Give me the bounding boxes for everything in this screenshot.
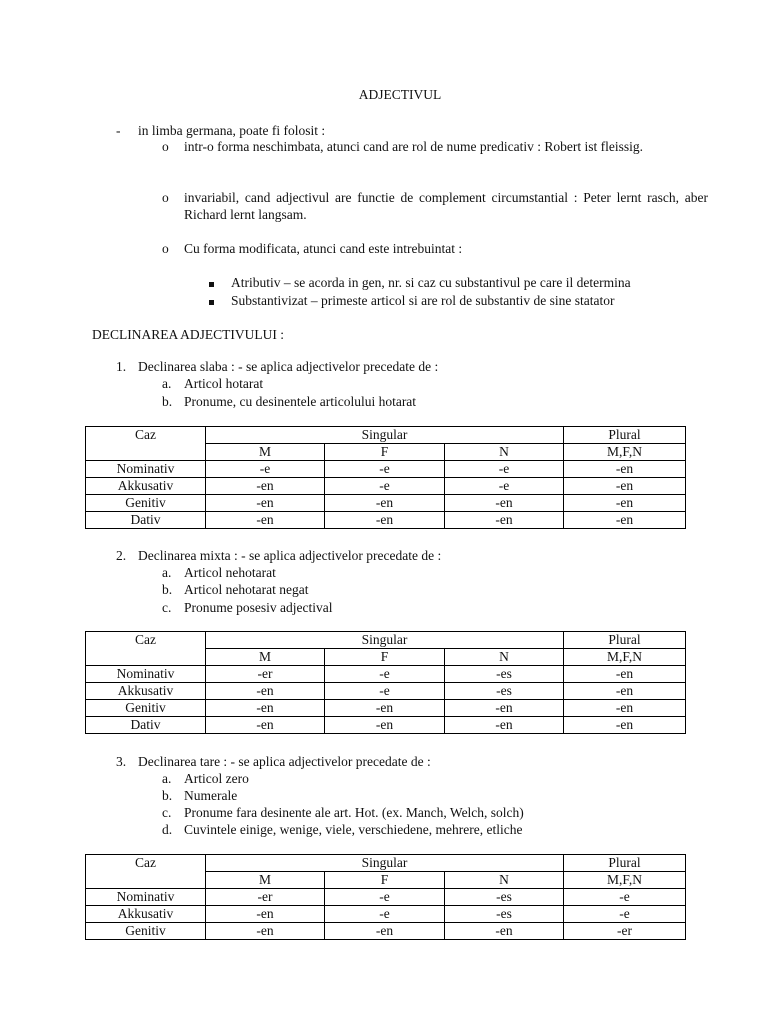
item-text: Articol hotarat [184,376,264,391]
declension-title: Declinarea mixta : - se aplica adjectivelor precedate de : [138,548,442,563]
header-singular: Singular [206,855,564,872]
header-plural: Plural [564,427,686,444]
cell-f: -e [325,461,445,478]
cell-n: -en [445,700,564,717]
cell-plural: -en [564,717,686,734]
cell-caz: Genitiv [86,700,206,717]
cell-caz: Genitiv [86,923,206,940]
header-caz: Caz [86,632,206,666]
cell-n: -en [445,717,564,734]
table-header-row [86,855,686,872]
cell-caz: Dativ [86,717,206,734]
table-row [86,512,686,529]
cell-n: -es [445,666,564,683]
item-letter: a. [162,771,172,786]
header-f: F [325,444,445,461]
header-n: N [445,872,564,889]
table-row [86,923,686,940]
cell-caz: Genitiv [86,495,206,512]
section-heading: DECLINAREA ADJECTIVULUI : [92,327,284,342]
cell-m: -en [206,683,325,700]
cell-n: -en [445,923,564,940]
declension-number: 3. [116,754,127,769]
cell-plural: -e [564,889,686,906]
cell-plural: -en [564,461,686,478]
table-row [86,906,686,923]
cell-m: -er [206,889,325,906]
cell-plural: -en [564,666,686,683]
cell-plural: -en [564,512,686,529]
cell-f: -e [325,478,445,495]
cell-m: -en [206,923,325,940]
header-m: M [206,444,325,461]
item-text: Articol nehotarat [184,565,276,580]
cell-plural: -en [564,495,686,512]
header-f: F [325,872,445,889]
header-caz: Caz [86,427,206,461]
declension-title: Declinarea tare : - se aplica adjectivelor precedate de : [138,754,431,769]
header-m: M [206,872,325,889]
header-singular: Singular [206,427,564,444]
cell-f: -en [325,923,445,940]
declension-number: 1. [116,359,127,374]
intro-point: intr-o forma neschimbata, atunci cand are rol de nume predicativ : Robert ist fleissig. [184,139,643,154]
declension-table [85,854,686,940]
header-plural: Plural [564,855,686,872]
header-singular: Singular [206,632,564,649]
cell-f: -e [325,666,445,683]
cell-caz: Akkusativ [86,478,206,495]
cell-caz: Akkusativ [86,683,206,700]
cell-f: -e [325,906,445,923]
item-text: Pronume fara desinente ale art. Hot. (ex. Manch, Welch, solch) [184,805,524,820]
intro-point: invariabil, cand adjectivul are functie de complement circumstantial : Peter lernt rasch, aber Richard lernt langsam. [184,190,708,222]
cell-m: -en [206,717,325,734]
table-row [86,666,686,683]
header-n: N [445,649,564,666]
sub-point: Atributiv – se acorda in gen, nr. si caz cu substantivul pe care il determina [231,275,631,290]
declension-table [85,631,686,734]
cell-f: -en [325,717,445,734]
cell-plural: -en [564,478,686,495]
header-mfn: M,F,N [564,872,686,889]
cell-n: -es [445,889,564,906]
cell-m: -e [206,461,325,478]
header-mfn: M,F,N [564,444,686,461]
table-row [86,889,686,906]
cell-f: -en [325,495,445,512]
cell-n: -e [445,461,564,478]
cell-f: -e [325,683,445,700]
table-row [86,717,686,734]
cell-n: -en [445,512,564,529]
cell-caz: Nominativ [86,666,206,683]
item-letter: a. [162,565,172,580]
cell-plural: -e [564,906,686,923]
cell-m: -en [206,906,325,923]
header-m: M [206,649,325,666]
table-header-row [86,632,686,649]
table-header-row [86,427,686,444]
item-text: Pronume, cu desinentele articolului hotarat [184,394,417,409]
intro-text: in limba germana, poate fi folosit : [138,123,326,138]
item-letter: d. [162,822,173,837]
item-text: Numerale [184,788,238,803]
header-mfn: M,F,N [564,649,686,666]
square-bullet-icon [209,274,214,291]
item-text: Articol zero [184,771,249,786]
cell-m: -er [206,666,325,683]
item-letter: b. [162,394,173,409]
item-letter: b. [162,788,173,803]
cell-plural: -er [564,923,686,940]
declension-table [85,426,686,529]
cell-f: -en [325,512,445,529]
bullet-marker: o [162,190,169,205]
cell-caz: Nominativ [86,889,206,906]
cell-caz: Dativ [86,512,206,529]
declension-title: Declinarea slaba : - se aplica adjectivelor precedate de : [138,359,439,374]
page-title: ADJECTIVUL [358,87,442,102]
cell-f: -e [325,889,445,906]
header-caz: Caz [86,855,206,889]
bullet-marker: o [162,241,169,256]
sub-point: Substantivizat – primeste articol si are rol de substantiv de sine statator [231,293,615,308]
item-letter: a. [162,376,172,391]
cell-caz: Akkusativ [86,906,206,923]
cell-m: -en [206,478,325,495]
cell-m: -en [206,700,325,717]
cell-caz: Nominativ [86,461,206,478]
table-row [86,478,686,495]
header-n: N [445,444,564,461]
table-row [86,495,686,512]
square-bullet-icon [209,292,214,309]
item-letter: b. [162,582,173,597]
item-text: Articol nehotarat negat [184,582,309,597]
cell-plural: -en [564,683,686,700]
bullet-marker: o [162,139,169,154]
table-row [86,683,686,700]
cell-n: -e [445,478,564,495]
cell-n: -en [445,495,564,512]
declension-number: 2. [116,548,127,563]
list-dash: - [116,123,121,138]
item-letter: c. [162,600,172,615]
cell-m: -en [206,512,325,529]
cell-m: -en [206,495,325,512]
header-plural: Plural [564,632,686,649]
cell-plural: -en [564,700,686,717]
item-text: Pronume posesiv adjectival [184,600,333,615]
cell-n: -es [445,683,564,700]
item-letter: c. [162,805,172,820]
table-row [86,700,686,717]
cell-n: -es [445,906,564,923]
table-row [86,461,686,478]
intro-point: Cu forma modificata, atunci cand este intrebuintat : [184,241,463,256]
header-f: F [325,649,445,666]
cell-f: -en [325,700,445,717]
item-text: Cuvintele einige, wenige, viele, verschiedene, mehrere, etliche [184,822,523,837]
